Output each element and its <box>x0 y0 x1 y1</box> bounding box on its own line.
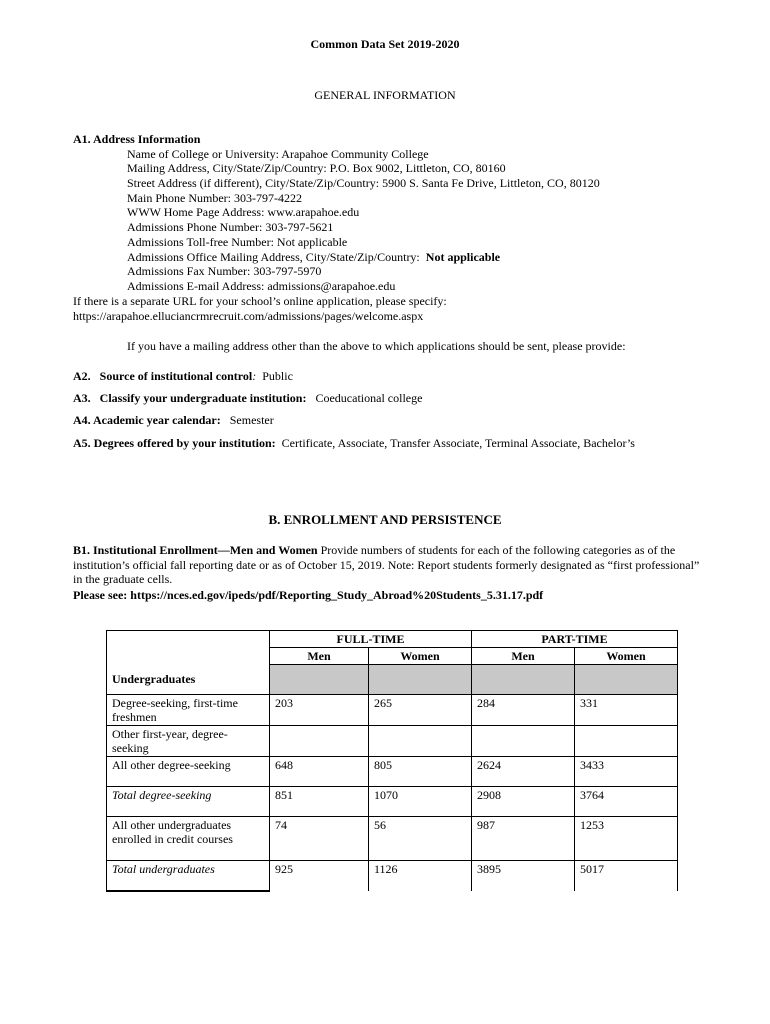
b1-description: B1. Institutional Enrollment—Men and Women Provide numbers of students for each of the following categories as of the institution’s official fall reporting date or as of October 15, 2019. Note: Report students formerly designated as “first professional” in the graduate cells. <box>73 543 700 587</box>
cell-ft-men: 74 <box>270 817 369 861</box>
table-row <box>107 726 678 757</box>
cell-pt-men: 2624 <box>472 757 575 787</box>
table-corner-2 <box>107 648 270 665</box>
row-label: Total undergraduates <box>107 861 270 891</box>
cell-pt-women: 3764 <box>575 787 678 817</box>
cell-ft-women <box>369 726 472 757</box>
section-title-general: GENERAL INFORMATION <box>314 88 456 102</box>
row-label: All other undergraduates enrolled in credit courses <box>107 817 270 861</box>
cell-pt-men: 2908 <box>472 787 575 817</box>
a1-line: Street Address (if different), City/State/Zip/Country: 5900 S. Santa Fe Drive, Littleton, CO, 80120 <box>127 176 600 190</box>
header-full-time: FULL-TIME <box>270 631 472 648</box>
cell-ft-men: 851 <box>270 787 369 817</box>
cell-ft-men <box>270 726 369 757</box>
header-ft-women: Women <box>369 648 472 665</box>
a1-alt-mailing-prompt: If you have a mailing address other than the above to which applications should be sent, please provide: <box>127 339 626 353</box>
undergraduates-heading: Undergraduates <box>107 665 270 695</box>
cell-ft-women: 265 <box>369 695 472 726</box>
cell-pt-women: 1253 <box>575 817 678 861</box>
header-part-time: PART-TIME <box>472 631 678 648</box>
cell-pt-women: 3433 <box>575 757 678 787</box>
cell-ft-women: 1070 <box>369 787 472 817</box>
cell-ft-women: 56 <box>369 817 472 861</box>
table-row <box>107 861 678 891</box>
row-label: Degree-seeking, first-time freshmen <box>107 695 270 726</box>
a1-line: Name of College or University: Arapahoe Community College <box>127 147 429 161</box>
cell-pt-women <box>575 726 678 757</box>
cell-pt-women: 331 <box>575 695 678 726</box>
a1-heading: A1. Address Information <box>73 132 201 146</box>
table-corner <box>107 631 270 648</box>
a1-office-mailing: Admissions Office Mailing Address, City/State/Zip/Country: Not applicable <box>127 250 501 264</box>
a1-line: Admissions E-mail Address: admissions@arapahoe.edu <box>127 279 396 293</box>
cell-ft-men: 925 <box>270 861 369 891</box>
table-row <box>107 695 678 726</box>
a1-line: WWW Home Page Address: www.arapahoe.edu <box>127 205 360 219</box>
enrollment-table <box>106 630 678 892</box>
a1-line: Mailing Address, City/State/Zip/Country: P.O. Box 9002, Littleton, CO, 80160 <box>127 161 506 175</box>
cell-pt-men <box>472 726 575 757</box>
a1-url-value: https://arapahoe.elluciancrmrecruit.com/admissions/pages/welcome.aspx <box>73 309 424 323</box>
cell-pt-men: 987 <box>472 817 575 861</box>
table-row <box>107 757 678 787</box>
cell-pt-men: 284 <box>472 695 575 726</box>
row-label: Total degree-seeking <box>107 787 270 817</box>
cell-ft-women: 805 <box>369 757 472 787</box>
a1-line: Main Phone Number: 303-797-4222 <box>127 191 302 205</box>
row-label: All other degree-seeking <box>107 757 270 787</box>
document-title: Common Data Set 2019-2020 <box>310 37 460 51</box>
header-pt-women: Women <box>575 648 678 665</box>
header-pt-men: Men <box>472 648 575 665</box>
gray-cell <box>369 665 472 695</box>
cell-pt-men: 3895 <box>472 861 575 891</box>
section-title-enrollment: B. ENROLLMENT AND PERSISTENCE <box>268 512 502 527</box>
a1-line: Admissions Toll-free Number: Not applicable <box>127 235 348 249</box>
a1-url-prompt: If there is a separate URL for your school’s online application, please specify: <box>73 294 447 308</box>
a4-calendar: A4. Academic year calendar: Semester <box>73 413 274 427</box>
table-row <box>107 787 678 817</box>
a1-line: Admissions Phone Number: 303-797-5621 <box>127 220 334 234</box>
a3-classify: A3. Classify your undergraduate institution: Coeducational college <box>73 391 423 405</box>
cell-ft-men: 203 <box>270 695 369 726</box>
cell-ft-women: 1126 <box>369 861 472 891</box>
a1-line: Admissions Fax Number: 303-797-5970 <box>127 264 322 278</box>
gray-cell <box>575 665 678 695</box>
row-label: Other first-year, degree-seeking <box>107 726 270 757</box>
table-row <box>107 817 678 861</box>
a2-control: A2. Source of institutional control: Public <box>73 369 293 383</box>
cell-pt-women: 5017 <box>575 861 678 891</box>
gray-cell <box>472 665 575 695</box>
cell-ft-men: 648 <box>270 757 369 787</box>
b1-please-see: Please see: https://nces.ed.gov/ipeds/pdf/Reporting_Study_Abroad%20Students_5.31.17.pdf <box>73 588 544 602</box>
header-ft-men: Men <box>270 648 369 665</box>
a5-degrees: A5. Degrees offered by your institution: Certificate, Associate, Transfer Associate, Terminal Associate, Bachelor’s <box>73 436 635 450</box>
gray-cell <box>270 665 369 695</box>
